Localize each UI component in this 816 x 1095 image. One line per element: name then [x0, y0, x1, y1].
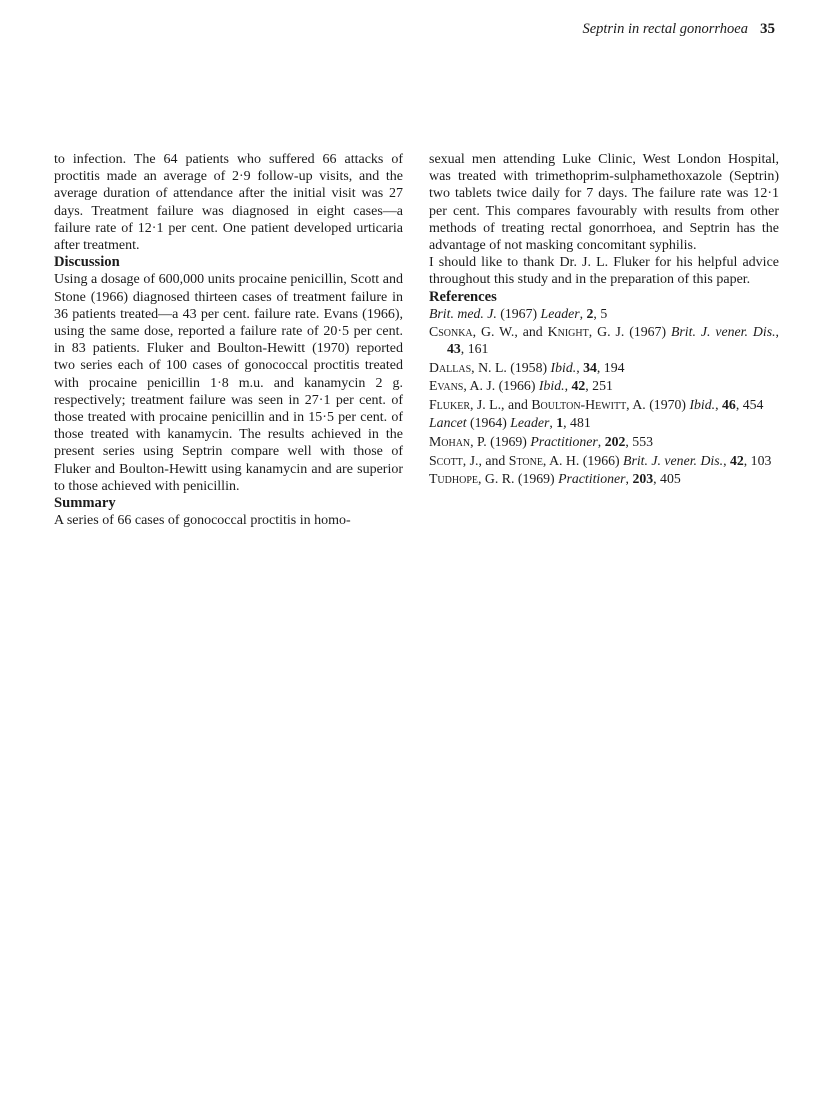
- reference-item: Mohan, P. (1969) Practitioner, 202, 553: [429, 433, 653, 449]
- reference-item: Lancet (1964) Leader, 1, 481: [429, 415, 591, 431]
- reference-item: Scott, J., and Stone, A. H. (1966) Brit. J. vener. Dis., 42, 103: [429, 452, 772, 468]
- reference-item: Fluker, J. L., and Boulton-Hewitt, A. (1970) Ibid., 46, 454: [429, 396, 764, 412]
- reference-item: Tudhope, G. R. (1969) Practitioner, 203, 405: [429, 471, 681, 487]
- right-column: [429, 151, 779, 490]
- reference-item: Csonka, G. W., and Knight, G. J. (1967) Brit. J. vener. Dis., 43, 161: [429, 324, 779, 357]
- reference-item: Evans, A. J. (1966) Ibid., 42, 251: [429, 378, 613, 394]
- summary-continuation-paragraph: sexual men attending Luke Clinic, West London Hospital, was treated with trimethoprim-sulphamethoxazole (Septrin) two tablets twice daily for 7 days. The failure rate was 12·1 per cent. This compares favourably with results from other methods of treating rectal gonorrhoea, and Septrin has the advantage of not masking concomitant syphilis.: [429, 152, 779, 254]
- reference-list: [429, 306, 779, 488]
- acknowledgment-paragraph: I should like to thank Dr. J. L. Fluker for his helpful advice throughout this study and in the preparation of this paper.: [429, 255, 779, 288]
- summary-paragraph: A series of 66 cases of gonococcal proctitis in homo-: [54, 513, 351, 529]
- running-head: [0, 20, 775, 38]
- page-number: 35: [760, 21, 775, 37]
- left-column: [54, 151, 403, 529]
- reference-item: Dallas, N. L. (1958) Ibid., 34, 194: [429, 359, 625, 375]
- references-heading: References: [429, 288, 497, 305]
- reference-item: Brit. med. J. (1967) Leader, 2, 5: [429, 305, 608, 321]
- intro-paragraph: to infection. The 64 patients who suffered 66 attacks of proctitis made an average of 2·9 follow-up visits, and the average duration of attendance after the initial visit was 27 days. Treatment failure was diagnosed in eight cases—a failure rate of 12·1 per cent. One patient developed urticaria after treatment.: [54, 152, 403, 254]
- discussion-heading: Discussion: [54, 254, 120, 271]
- discussion-paragraph: Using a dosage of 600,000 units procaine penicillin, Scott and Stone (1966) diagnosed thirteen cases of treatment failure in 36 patients treated—a 43 per cent. failure rate. Evans (1966), using the same dose, reported a failure rate of 20·5 per cent. in 83 patients. Fluker and Boulton-Hewitt (1970) reported two series each of 100 cases of gonococcal proctitis treated with procaine penicillin 1·8 m.u. and kanamycin 2 g. respectively; treatment failure was seen in 27·1 per cent. of those treated with procaine penicillin and in 15·5 per cent. of those treated with kanamycin. The results achieved in the present series using Septrin compare well with those of Fluker and Boulton-Hewitt using kanamycin and are superior to those achieved with penicillin.: [54, 272, 403, 494]
- running-head-title: Septrin in rectal gonorrhoea: [582, 21, 748, 37]
- summary-heading: Summary: [54, 495, 116, 512]
